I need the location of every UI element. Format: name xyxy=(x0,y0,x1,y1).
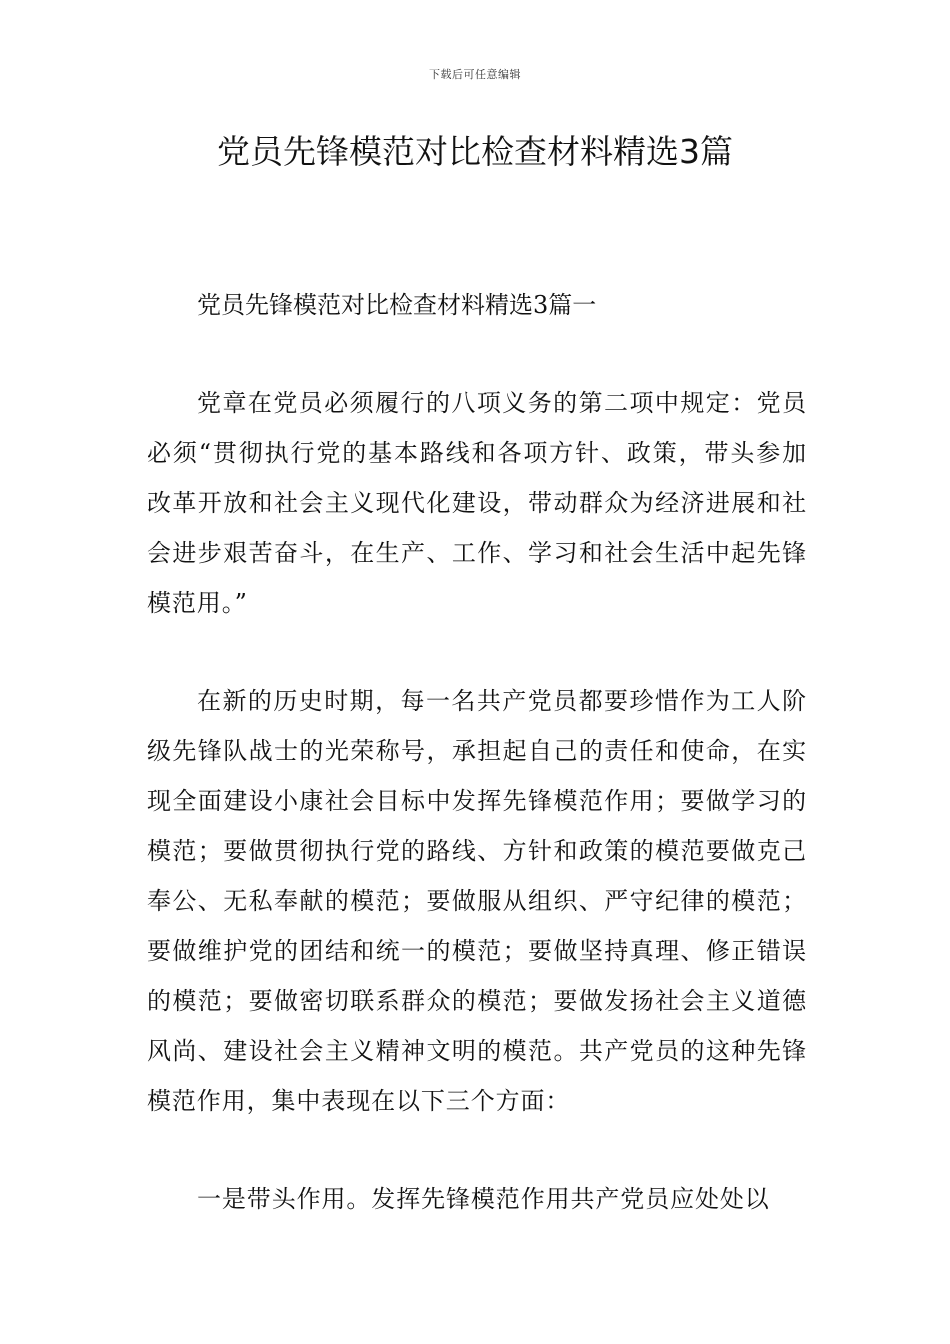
header-note: 下载后可任意编辑 xyxy=(429,68,521,81)
body-paragraph: 党章在党员必须履行的八项义务的第二项中规定：党员必须“贯彻执行党的基本路线和各项方针、政策，带头参加改革开放和社会主义现代化建设，带动群众为经济进展和社会进步艰苦奋斗，在生产、工作、学习和社会生活中起先锋模范用。” xyxy=(147,389,807,617)
section-subtitle: 党员先锋模范对比检查材料精选3篇一 xyxy=(197,291,597,319)
body-paragraph: 一是带头作用。发挥先锋模范作用共产党员应处处以 xyxy=(197,1185,770,1213)
document-title: 党员先锋模范对比检查材料精选3篇 xyxy=(217,132,733,171)
document-body xyxy=(147,280,807,1272)
body-paragraph: 在新的历史时期，每一名共产党员都要珍惜作为工人阶级先锋队战士的光荣称号，承担起自己的责任和使命，在实现全面建设小康社会目标中发挥先锋模范作用；要做学习的模范；要做贯彻执行党的路线、方针和政策的模范要做克己奉公、无私奉献的模范；要做服从组织、严守纪律的模范；要做维护党的团结和统一的模范；要做坚持真理、修正错误的模范；要做密切联系群众的模范；要做发扬社会主义道德风尚、建设社会主义精神文明的模范。共产党员的这种先锋模范作用，集中表现在以下三个方面： xyxy=(147,687,807,1115)
